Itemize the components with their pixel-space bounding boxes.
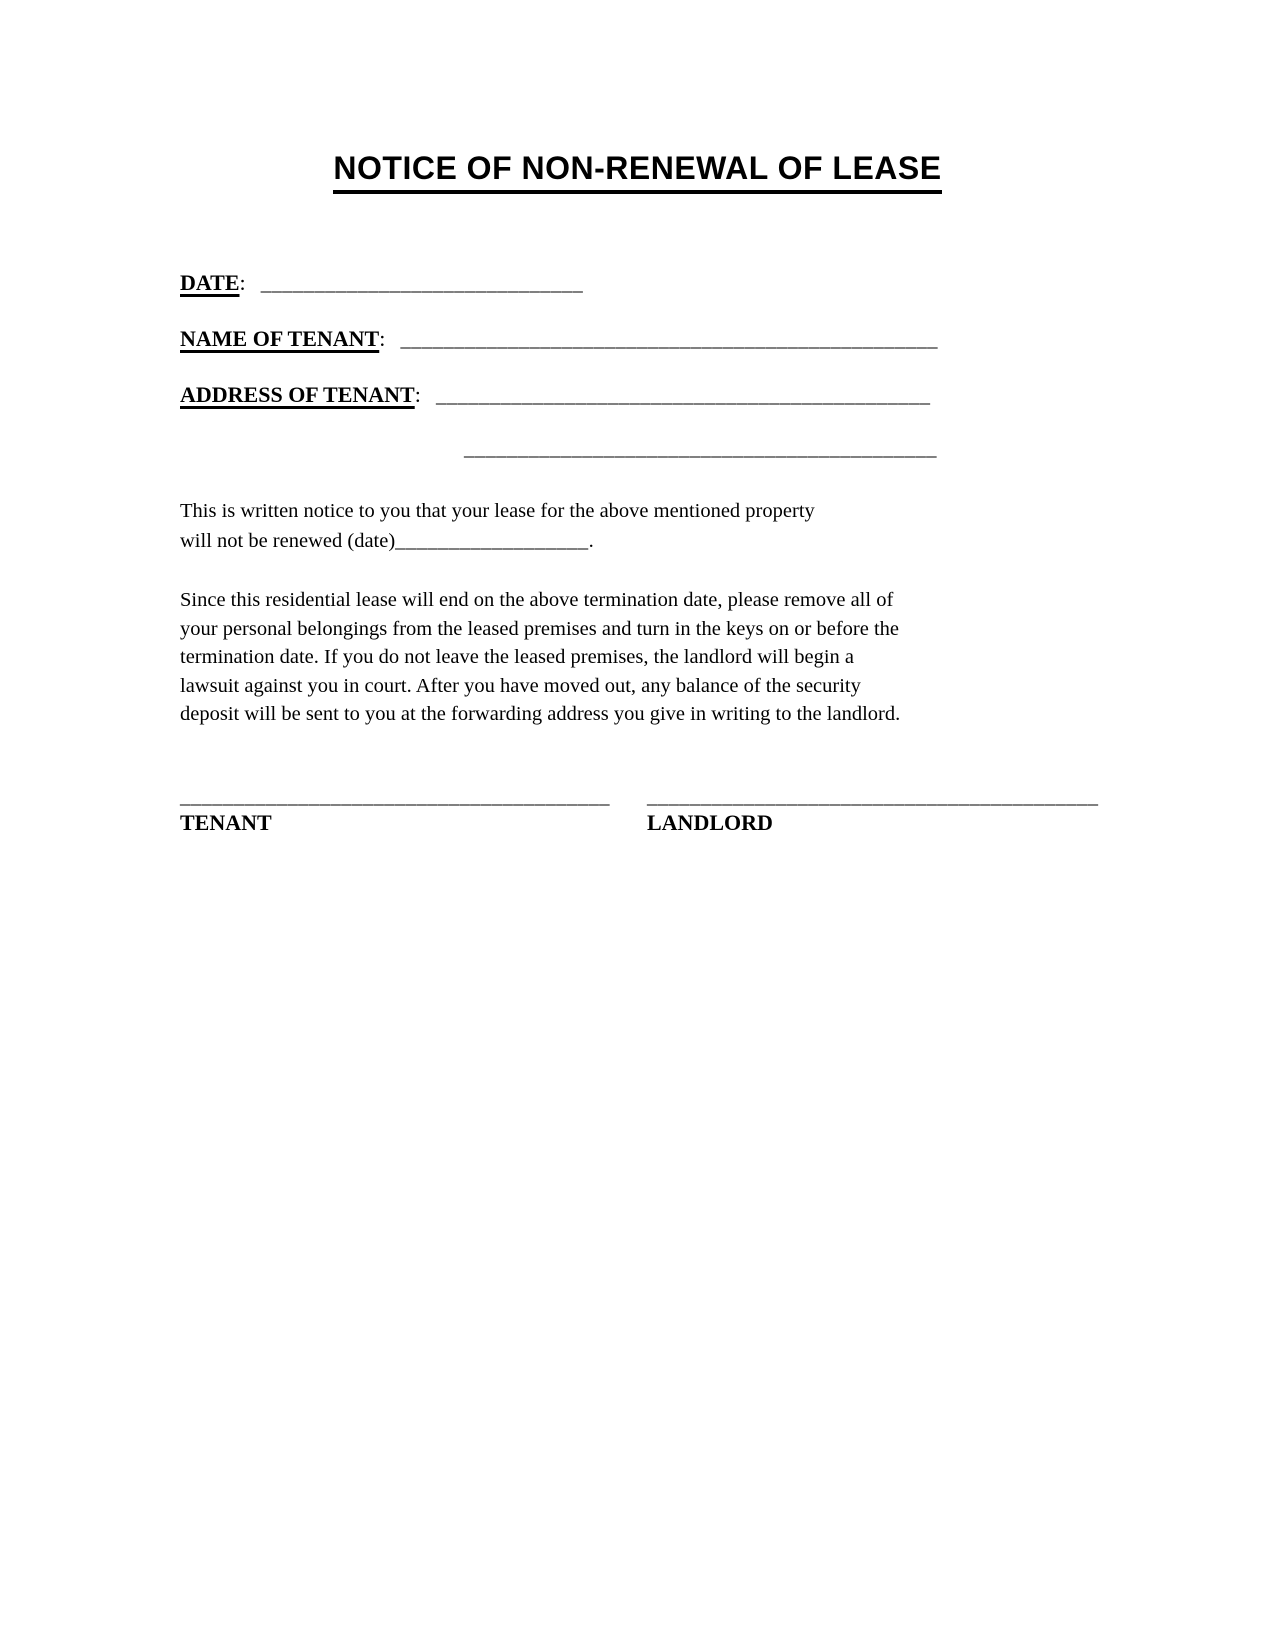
body-line: lawsuit against you in court. After you have moved out, any balance of the security	[180, 674, 861, 697]
notice-line2	[180, 526, 815, 556]
date-label: DATE	[180, 270, 240, 295]
tenant-signature-block	[180, 786, 610, 836]
page-title: NOTICE OF NON-RENEWAL OF LEASE	[333, 150, 941, 194]
field-row-tenant-address-line2	[464, 438, 937, 461]
landlord-signature-line: __________________________________________	[647, 786, 1099, 808]
body-line: Since this residential lease will end on the above termination date, please remove all of	[180, 589, 894, 611]
landlord-signature-block	[647, 786, 1099, 836]
body-line: deposit will be sent to you at the forwarding address you give in writing to the landlord.	[180, 703, 901, 725]
field-row-date	[180, 270, 583, 296]
tenant-name-blank-line: __________________________________________________	[400, 329, 938, 351]
date-blank-line: ______________________________	[260, 273, 584, 295]
field-row-tenant-name	[180, 326, 938, 352]
renewal-date-blank-line: __________________	[395, 530, 589, 552]
tenant-address-blank-line: ______________________________________________	[435, 385, 931, 407]
field-row-tenant-address	[180, 382, 930, 408]
notice-paragraph	[180, 496, 815, 556]
tenant-signature-line: ________________________________________	[180, 786, 610, 808]
notice-line1: This is written notice to you that your lease for the above mentioned property	[180, 500, 815, 522]
tenant-address-blank-line2: ____________________________________________	[464, 438, 937, 460]
tenant-signature-label: TENANT	[180, 810, 272, 835]
tenant-address-label: ADDRESS OF TENANT	[180, 382, 415, 407]
date-colon: :	[239, 270, 246, 295]
body-line: termination date. If you do not leave the leased premises, the landlord will begin a	[180, 646, 855, 668]
body-paragraph	[180, 586, 900, 729]
tenant-address-colon: :	[414, 382, 421, 407]
tenant-name-label: NAME OF TENANT	[180, 326, 380, 351]
body-line: your personal belongings from the leased premises and turn in the keys on or before the	[180, 617, 900, 640]
landlord-signature-label: LANDLORD	[647, 810, 773, 835]
notice-line2-prefix: will not be renewed (date)	[180, 530, 396, 552]
tenant-name-colon: :	[379, 326, 386, 351]
title-wrap	[0, 150, 1275, 194]
notice-line2-suffix: .	[588, 530, 594, 552]
